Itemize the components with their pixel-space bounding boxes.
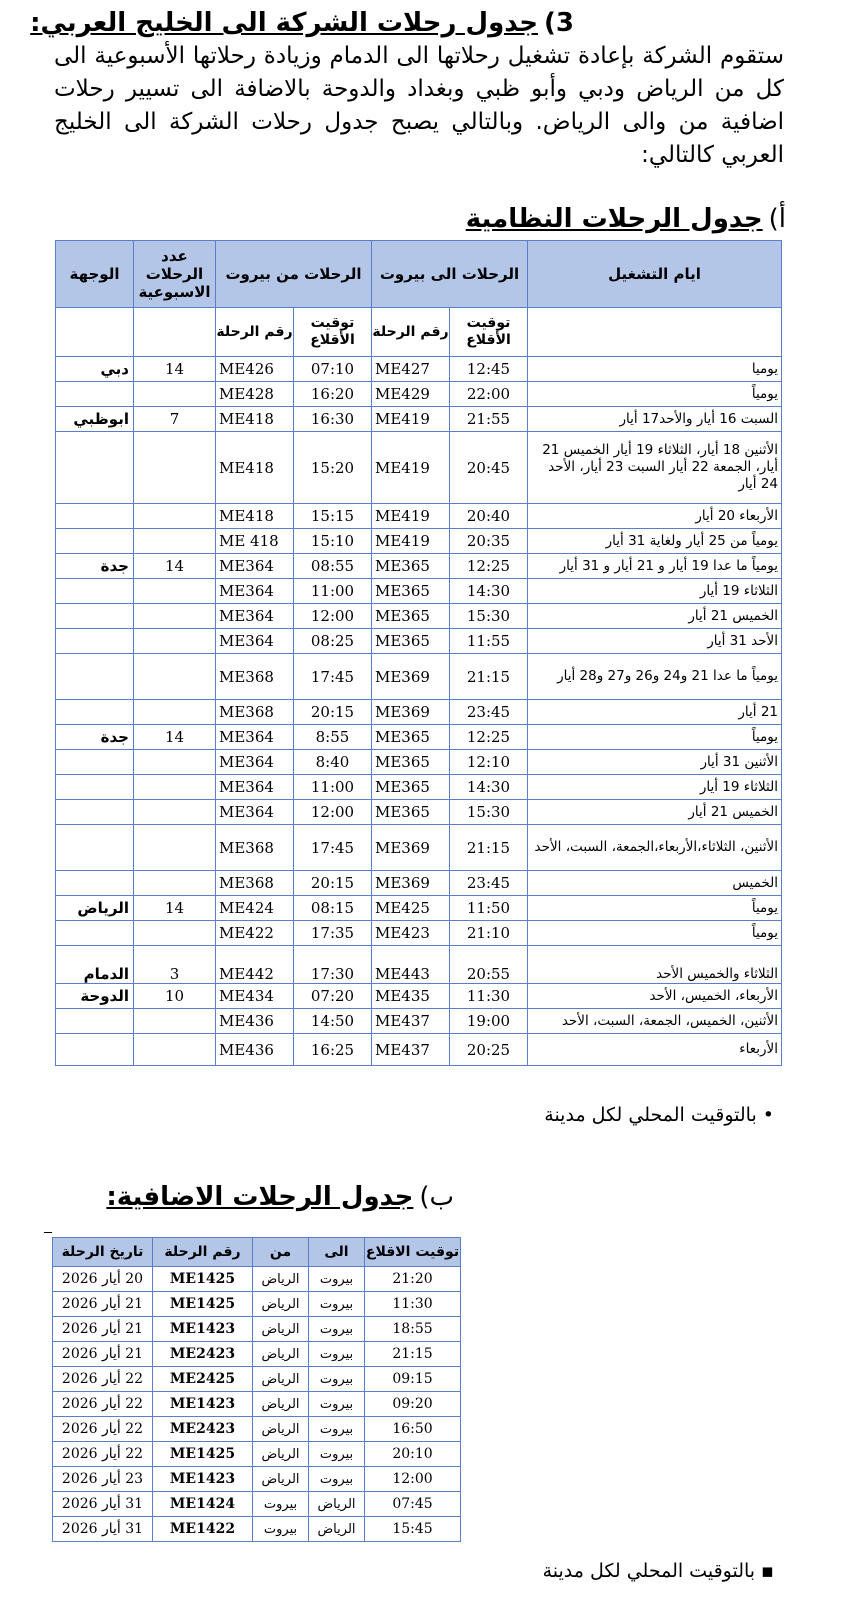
table-row	[55, 946, 781, 984]
departure-time: 20:15	[293, 871, 371, 896]
departure-flight-no: ME364	[215, 604, 293, 629]
table-row	[55, 604, 781, 629]
arrival-flight-no: ME419	[371, 432, 449, 504]
arrival-flight-no: ME437	[371, 1034, 449, 1066]
departure-time: 15:20	[293, 432, 371, 504]
operating-days: الأربعاء 20 أيار	[528, 504, 782, 529]
flight-no: ME1425	[153, 1267, 253, 1292]
departure-flight-no: ME364	[215, 554, 293, 579]
table-row	[53, 1392, 461, 1417]
header-destination: الوجهة	[55, 241, 133, 308]
operating-days: يومياً	[528, 896, 782, 921]
departure-time: 11:30	[365, 1292, 461, 1317]
departure-time: 16:20	[293, 382, 371, 407]
local-time-note: • بالتوقيت المحلي لكل مدينة	[544, 1104, 774, 1126]
arrival-flight-no: ME365	[371, 604, 449, 629]
departure-flight-no: ME364	[215, 750, 293, 775]
flight-date: 21 أيار 2026	[53, 1342, 153, 1367]
operating-days: السبت 16 أيار والأحد17 أيار	[528, 407, 782, 432]
departure-flight-no: ME436	[215, 1034, 293, 1066]
weekly-count: 14	[133, 357, 215, 382]
to-city: الرياض	[309, 1517, 365, 1542]
operating-days: الأربعاء	[528, 1034, 782, 1066]
operating-days: الخميس 21 أيار	[528, 800, 782, 825]
subheader-empty	[55, 308, 133, 357]
arrival-time: 20:40	[450, 504, 528, 529]
weekly-count	[133, 529, 215, 554]
table-row	[55, 750, 781, 775]
departure-flight-no: ME364	[215, 579, 293, 604]
table-row	[53, 1442, 461, 1467]
from-city: الرياض	[253, 1317, 309, 1342]
arrival-flight-no: ME365	[371, 629, 449, 654]
destination	[55, 1009, 133, 1034]
departure-time: 12:00	[293, 800, 371, 825]
flight-no: ME2423	[153, 1417, 253, 1442]
extra-label: ب)	[419, 1182, 454, 1212]
arrival-flight-no: ME365	[371, 750, 449, 775]
arrival-time: 21:15	[450, 825, 528, 871]
arrival-time: 20:25	[450, 1034, 528, 1066]
arrival-flight-no: ME425	[371, 896, 449, 921]
departure-time: 15:45	[365, 1517, 461, 1542]
departure-time: 08:25	[293, 629, 371, 654]
operating-days: الثلاثاء 19 أيار	[528, 775, 782, 800]
arrival-flight-no: ME443	[371, 946, 449, 984]
weekly-count: 3	[133, 946, 215, 984]
divider	[44, 1232, 52, 1233]
weekly-count: 10	[133, 984, 215, 1009]
operating-days: يومياً	[528, 921, 782, 946]
table-row	[55, 529, 781, 554]
departure-time: 14:50	[293, 1009, 371, 1034]
departure-time: 12:00	[293, 604, 371, 629]
operating-days: الأثنين، الثلاثاء،الأربعاء،الجمعة، السبت، الأحد	[528, 825, 782, 871]
flight-no: ME2425	[153, 1367, 253, 1392]
table-row	[55, 921, 781, 946]
flight-no: ME2423	[153, 1342, 253, 1367]
weekly-count	[133, 604, 215, 629]
departure-flight-no: ME418	[215, 432, 293, 504]
weekly-count	[133, 800, 215, 825]
arrival-flight-no: ME365	[371, 725, 449, 750]
departure-flight-no: ME368	[215, 654, 293, 700]
flight-date: 22 أيار 2026	[53, 1417, 153, 1442]
to-city: بيروت	[309, 1267, 365, 1292]
table-row	[53, 1517, 461, 1542]
arrival-flight-no: ME437	[371, 1009, 449, 1034]
subheader-flight-no: رقم الرحلة	[371, 308, 449, 357]
arrival-time: 11:50	[450, 896, 528, 921]
table-row	[53, 1292, 461, 1317]
header-weekly: عدد الرحلات الاسبوعية	[133, 241, 215, 308]
header-days: ايام التشغيل	[528, 241, 782, 308]
table-row	[55, 382, 781, 407]
flight-no: ME1423	[153, 1467, 253, 1492]
destination: الرياض	[55, 896, 133, 921]
extra-flights-body	[53, 1267, 461, 1542]
weekly-count	[133, 654, 215, 700]
departure-time: 16:50	[365, 1417, 461, 1442]
flight-date: 31 أيار 2026	[53, 1492, 153, 1517]
operating-days: الثلاثاء 19 أيار	[528, 579, 782, 604]
departure-flight-no: ME364	[215, 775, 293, 800]
arrival-time: 21:10	[450, 921, 528, 946]
arrival-flight-no: ME429	[371, 382, 449, 407]
departure-flight-no: ME364	[215, 629, 293, 654]
regular-title: جدول الرحلات النظامية	[465, 204, 763, 234]
departure-time: 21:15	[365, 1342, 461, 1367]
weekly-count	[133, 775, 215, 800]
departure-time: 12:00	[365, 1467, 461, 1492]
table-row	[55, 504, 781, 529]
departure-flight-no: ME426	[215, 357, 293, 382]
destination	[55, 1034, 133, 1066]
extra-title: جدول الرحلات الاضافية:	[106, 1182, 414, 1212]
arrival-flight-no: ME369	[371, 654, 449, 700]
departure-time: 11:00	[293, 579, 371, 604]
weekly-count	[133, 750, 215, 775]
table-row	[53, 1267, 461, 1292]
table-row	[55, 407, 781, 432]
destination	[55, 604, 133, 629]
departure-time: 07:45	[365, 1492, 461, 1517]
from-city: الرياض	[253, 1442, 309, 1467]
destination	[55, 629, 133, 654]
to-city: بيروت	[309, 1317, 365, 1342]
arrival-time: 12:25	[450, 554, 528, 579]
operating-days: الأثنين، الخميس، الجمعة، السبت، الأحد	[528, 1009, 782, 1034]
departure-time: 17:45	[293, 825, 371, 871]
weekly-count	[133, 382, 215, 407]
regular-flights-body	[55, 357, 781, 1066]
departure-time: 18:55	[365, 1317, 461, 1342]
departure-time: 08:15	[293, 896, 371, 921]
arrival-time: 19:00	[450, 1009, 528, 1034]
departure-flight-no: ME368	[215, 871, 293, 896]
section-title	[30, 8, 574, 38]
operating-days: الأثنين 31 أيار	[528, 750, 782, 775]
flight-no: ME1425	[153, 1442, 253, 1467]
flight-date: 31 أيار 2026	[53, 1517, 153, 1542]
arrival-flight-no: ME365	[371, 775, 449, 800]
arrival-flight-no: ME435	[371, 984, 449, 1009]
operating-days: الأربعاء، الخميس، الأحد	[528, 984, 782, 1009]
weekly-count: 14	[133, 554, 215, 579]
destination	[55, 750, 133, 775]
departure-time: 8:55	[293, 725, 371, 750]
subheader-dep-time: توقيت الأقلاع	[293, 308, 371, 357]
header-date: تاريخ الرحلة	[53, 1238, 153, 1267]
from-city: الرياض	[253, 1392, 309, 1417]
table-row	[55, 1009, 781, 1034]
header-time: توقيت الاقلاع	[365, 1238, 461, 1267]
departure-flight-no: ME436	[215, 1009, 293, 1034]
section-number: 3)	[544, 8, 574, 38]
departure-flight-no: ME368	[215, 825, 293, 871]
weekly-count	[133, 504, 215, 529]
arrival-flight-no: ME365	[371, 800, 449, 825]
departure-flight-no: ME418	[215, 504, 293, 529]
destination: دبي	[55, 357, 133, 382]
note-text: بالتوقيت المحلي لكل مدينة	[542, 1560, 756, 1582]
to-city: بيروت	[309, 1467, 365, 1492]
regular-label: أ)	[768, 204, 786, 234]
arrival-flight-no: ME419	[371, 529, 449, 554]
destination	[55, 382, 133, 407]
header-flight-no: رقم الرحلة	[153, 1238, 253, 1267]
table-row	[55, 654, 781, 700]
arrival-time: 14:30	[450, 579, 528, 604]
destination	[55, 775, 133, 800]
weekly-count	[133, 579, 215, 604]
destination	[55, 921, 133, 946]
departure-time: 07:20	[293, 984, 371, 1009]
arrival-time: 21:55	[450, 407, 528, 432]
weekly-count	[133, 432, 215, 504]
departure-flight-no: ME 418	[215, 529, 293, 554]
table-row	[53, 1317, 461, 1342]
from-city: الرياض	[253, 1342, 309, 1367]
weekly-count: 7	[133, 407, 215, 432]
arrival-time: 20:45	[450, 432, 528, 504]
arrival-flight-no: ME369	[371, 871, 449, 896]
departure-flight-no: ME424	[215, 896, 293, 921]
arrival-flight-no: ME365	[371, 554, 449, 579]
flight-date: 22 أيار 2026	[53, 1367, 153, 1392]
operating-days: 21 أيار	[528, 700, 782, 725]
header-from: من	[253, 1238, 309, 1267]
departure-flight-no: ME442	[215, 946, 293, 984]
arrival-time: 23:45	[450, 871, 528, 896]
operating-days: يومياً من 25 أيار ولغاية 31 أيار	[528, 529, 782, 554]
table-row	[55, 775, 781, 800]
to-city: بيروت	[309, 1367, 365, 1392]
departure-flight-no: ME364	[215, 725, 293, 750]
operating-days: الخميس	[528, 871, 782, 896]
departure-time: 17:35	[293, 921, 371, 946]
from-city: الرياض	[253, 1367, 309, 1392]
flight-no: ME1425	[153, 1292, 253, 1317]
from-city: الرياض	[253, 1467, 309, 1492]
arrival-time: 15:30	[450, 800, 528, 825]
table-row	[55, 700, 781, 725]
departure-time: 21:20	[365, 1267, 461, 1292]
operating-days: يوميا	[528, 357, 782, 382]
weekly-count	[133, 921, 215, 946]
operating-days: يومياً	[528, 725, 782, 750]
regular-flights-table	[55, 240, 782, 1066]
flight-date: 20 أيار 2026	[53, 1267, 153, 1292]
arrival-time: 12:45	[450, 357, 528, 382]
departure-time: 20:15	[293, 700, 371, 725]
operating-days: الخميس 21 أيار	[528, 604, 782, 629]
subheader-empty	[528, 308, 782, 357]
departure-time: 09:20	[365, 1392, 461, 1417]
flight-no: ME1422	[153, 1517, 253, 1542]
departure-time: 15:15	[293, 504, 371, 529]
arrival-flight-no: ME365	[371, 579, 449, 604]
departure-time: 11:00	[293, 775, 371, 800]
to-city: الرياض	[309, 1492, 365, 1517]
departure-time: 20:10	[365, 1442, 461, 1467]
flight-no: ME1424	[153, 1492, 253, 1517]
intro-paragraph: ستقوم الشركة بإعادة تشغيل رحلاتها الى الدمام وزيادة رحلاتها الأسبوعية الى كل من الرياض ودبي وأبو ظبي وبغداد والدوحة بالاضافة الى تسيير رحلات اضافية من والى الرياض. وبالتالي يصبح جدول رحلات الشركة الى الخليج العربي كالتالي:	[54, 43, 784, 168]
from-city: بيروت	[253, 1517, 309, 1542]
table-row	[55, 1034, 781, 1066]
destination	[55, 871, 133, 896]
header-from-beirut: الرحلات من بيروت	[215, 241, 371, 308]
extra-flights-table	[52, 1237, 461, 1542]
subheader-empty	[133, 308, 215, 357]
table-row	[55, 357, 781, 382]
operating-days: الأحد 31 أيار	[528, 629, 782, 654]
arrival-time: 11:30	[450, 984, 528, 1009]
table-row	[55, 579, 781, 604]
destination: الدوحة	[55, 984, 133, 1009]
table-row	[53, 1467, 461, 1492]
destination	[55, 529, 133, 554]
weekly-count: 14	[133, 725, 215, 750]
departure-flight-no: ME428	[215, 382, 293, 407]
flight-date: 22 أيار 2026	[53, 1392, 153, 1417]
arrival-flight-no: ME419	[371, 504, 449, 529]
destination: جدة	[55, 725, 133, 750]
departure-flight-no: ME364	[215, 800, 293, 825]
arrival-time: 12:10	[450, 750, 528, 775]
table-row	[53, 1367, 461, 1392]
regular-heading	[466, 204, 786, 234]
table-row	[53, 1417, 461, 1442]
arrival-time: 15:30	[450, 604, 528, 629]
subheader-dep-time: توقيت الأقلاع	[450, 308, 528, 357]
operating-days: يومياً	[528, 382, 782, 407]
destination	[55, 800, 133, 825]
arrival-time: 11:55	[450, 629, 528, 654]
arrival-flight-no: ME423	[371, 921, 449, 946]
destination	[55, 432, 133, 504]
destination: جدة	[55, 554, 133, 579]
weekly-count: 14	[133, 896, 215, 921]
departure-time: 16:25	[293, 1034, 371, 1066]
departure-flight-no: ME434	[215, 984, 293, 1009]
weekly-count	[133, 629, 215, 654]
header-to-beirut: الرحلات الى بيروت	[371, 241, 527, 308]
arrival-time: 22:00	[450, 382, 528, 407]
from-city: الرياض	[253, 1292, 309, 1317]
table-row	[53, 1492, 461, 1517]
destination	[55, 700, 133, 725]
table-row	[55, 554, 781, 579]
departure-time: 8:40	[293, 750, 371, 775]
departure-time: 17:30	[293, 946, 371, 984]
operating-days: الثلاثاء والخميس الأحد	[528, 946, 782, 984]
arrival-time: 23:45	[450, 700, 528, 725]
departure-time: 07:10	[293, 357, 371, 382]
extra-heading	[106, 1182, 454, 1212]
departure-time: 17:45	[293, 654, 371, 700]
from-city: بيروت	[253, 1492, 309, 1517]
arrival-time: 14:30	[450, 775, 528, 800]
arrival-flight-no: ME419	[371, 407, 449, 432]
departure-time: 16:30	[293, 407, 371, 432]
flight-date: 21 أيار 2026	[53, 1317, 153, 1342]
flight-no: ME1423	[153, 1392, 253, 1417]
arrival-time: 12:25	[450, 725, 528, 750]
destination	[55, 825, 133, 871]
arrival-time: 20:55	[450, 946, 528, 984]
to-city: بيروت	[309, 1442, 365, 1467]
from-city: الرياض	[253, 1267, 309, 1292]
to-city: بيروت	[309, 1417, 365, 1442]
local-time-note: ▪ بالتوقيت المحلي لكل مدينة	[542, 1560, 774, 1582]
departure-time: 08:55	[293, 554, 371, 579]
flight-date: 21 أيار 2026	[53, 1292, 153, 1317]
departure-time: 09:15	[365, 1367, 461, 1392]
operating-days: يومياً ما عدا 21 و24 و26 و27 و28 أيار	[528, 654, 782, 700]
header-to: الى	[309, 1238, 365, 1267]
departure-flight-no: ME418	[215, 407, 293, 432]
to-city: بيروت	[309, 1392, 365, 1417]
section-heading: جدول رحلات الشركة الى الخليج العربي:	[30, 8, 539, 38]
table-row	[55, 432, 781, 504]
table-row	[53, 1342, 461, 1367]
weekly-count	[133, 1034, 215, 1066]
destination	[55, 654, 133, 700]
arrival-time: 21:15	[450, 654, 528, 700]
arrival-flight-no: ME369	[371, 700, 449, 725]
to-city: بيروت	[309, 1292, 365, 1317]
table-row	[55, 871, 781, 896]
weekly-count	[133, 825, 215, 871]
arrival-flight-no: ME427	[371, 357, 449, 382]
table-row	[55, 629, 781, 654]
flight-date: 23 أيار 2026	[53, 1467, 153, 1492]
departure-time: 15:10	[293, 529, 371, 554]
note-text: بالتوقيت المحلي لكل مدينة	[544, 1104, 757, 1126]
arrival-time: 20:35	[450, 529, 528, 554]
weekly-count	[133, 700, 215, 725]
arrival-flight-no: ME369	[371, 825, 449, 871]
flight-no: ME1423	[153, 1317, 253, 1342]
table-row	[55, 825, 781, 871]
departure-flight-no: ME422	[215, 921, 293, 946]
table-row	[55, 800, 781, 825]
flight-date: 22 أيار 2026	[53, 1442, 153, 1467]
operating-days: يومياً ما عدا 19 أيار و 21 أيار و 31 أيار	[528, 554, 782, 579]
operating-days: الأثنين 18 أيار، الثلاثاء 19 أيار الخميس 21 أيار، الجمعة 22 أيار السبت 23 أيار، الأحد 24 أيار	[528, 432, 782, 504]
destination: الدمام	[55, 946, 133, 984]
table-row	[55, 984, 781, 1009]
destination	[55, 579, 133, 604]
from-city: الرياض	[253, 1417, 309, 1442]
table-row	[55, 725, 781, 750]
destination	[55, 504, 133, 529]
departure-flight-no: ME368	[215, 700, 293, 725]
weekly-count	[133, 871, 215, 896]
table-row	[55, 896, 781, 921]
destination: ابوظبي	[55, 407, 133, 432]
weekly-count	[133, 1009, 215, 1034]
subheader-flight-no: رقم الرحلة	[215, 308, 293, 357]
to-city: بيروت	[309, 1342, 365, 1367]
